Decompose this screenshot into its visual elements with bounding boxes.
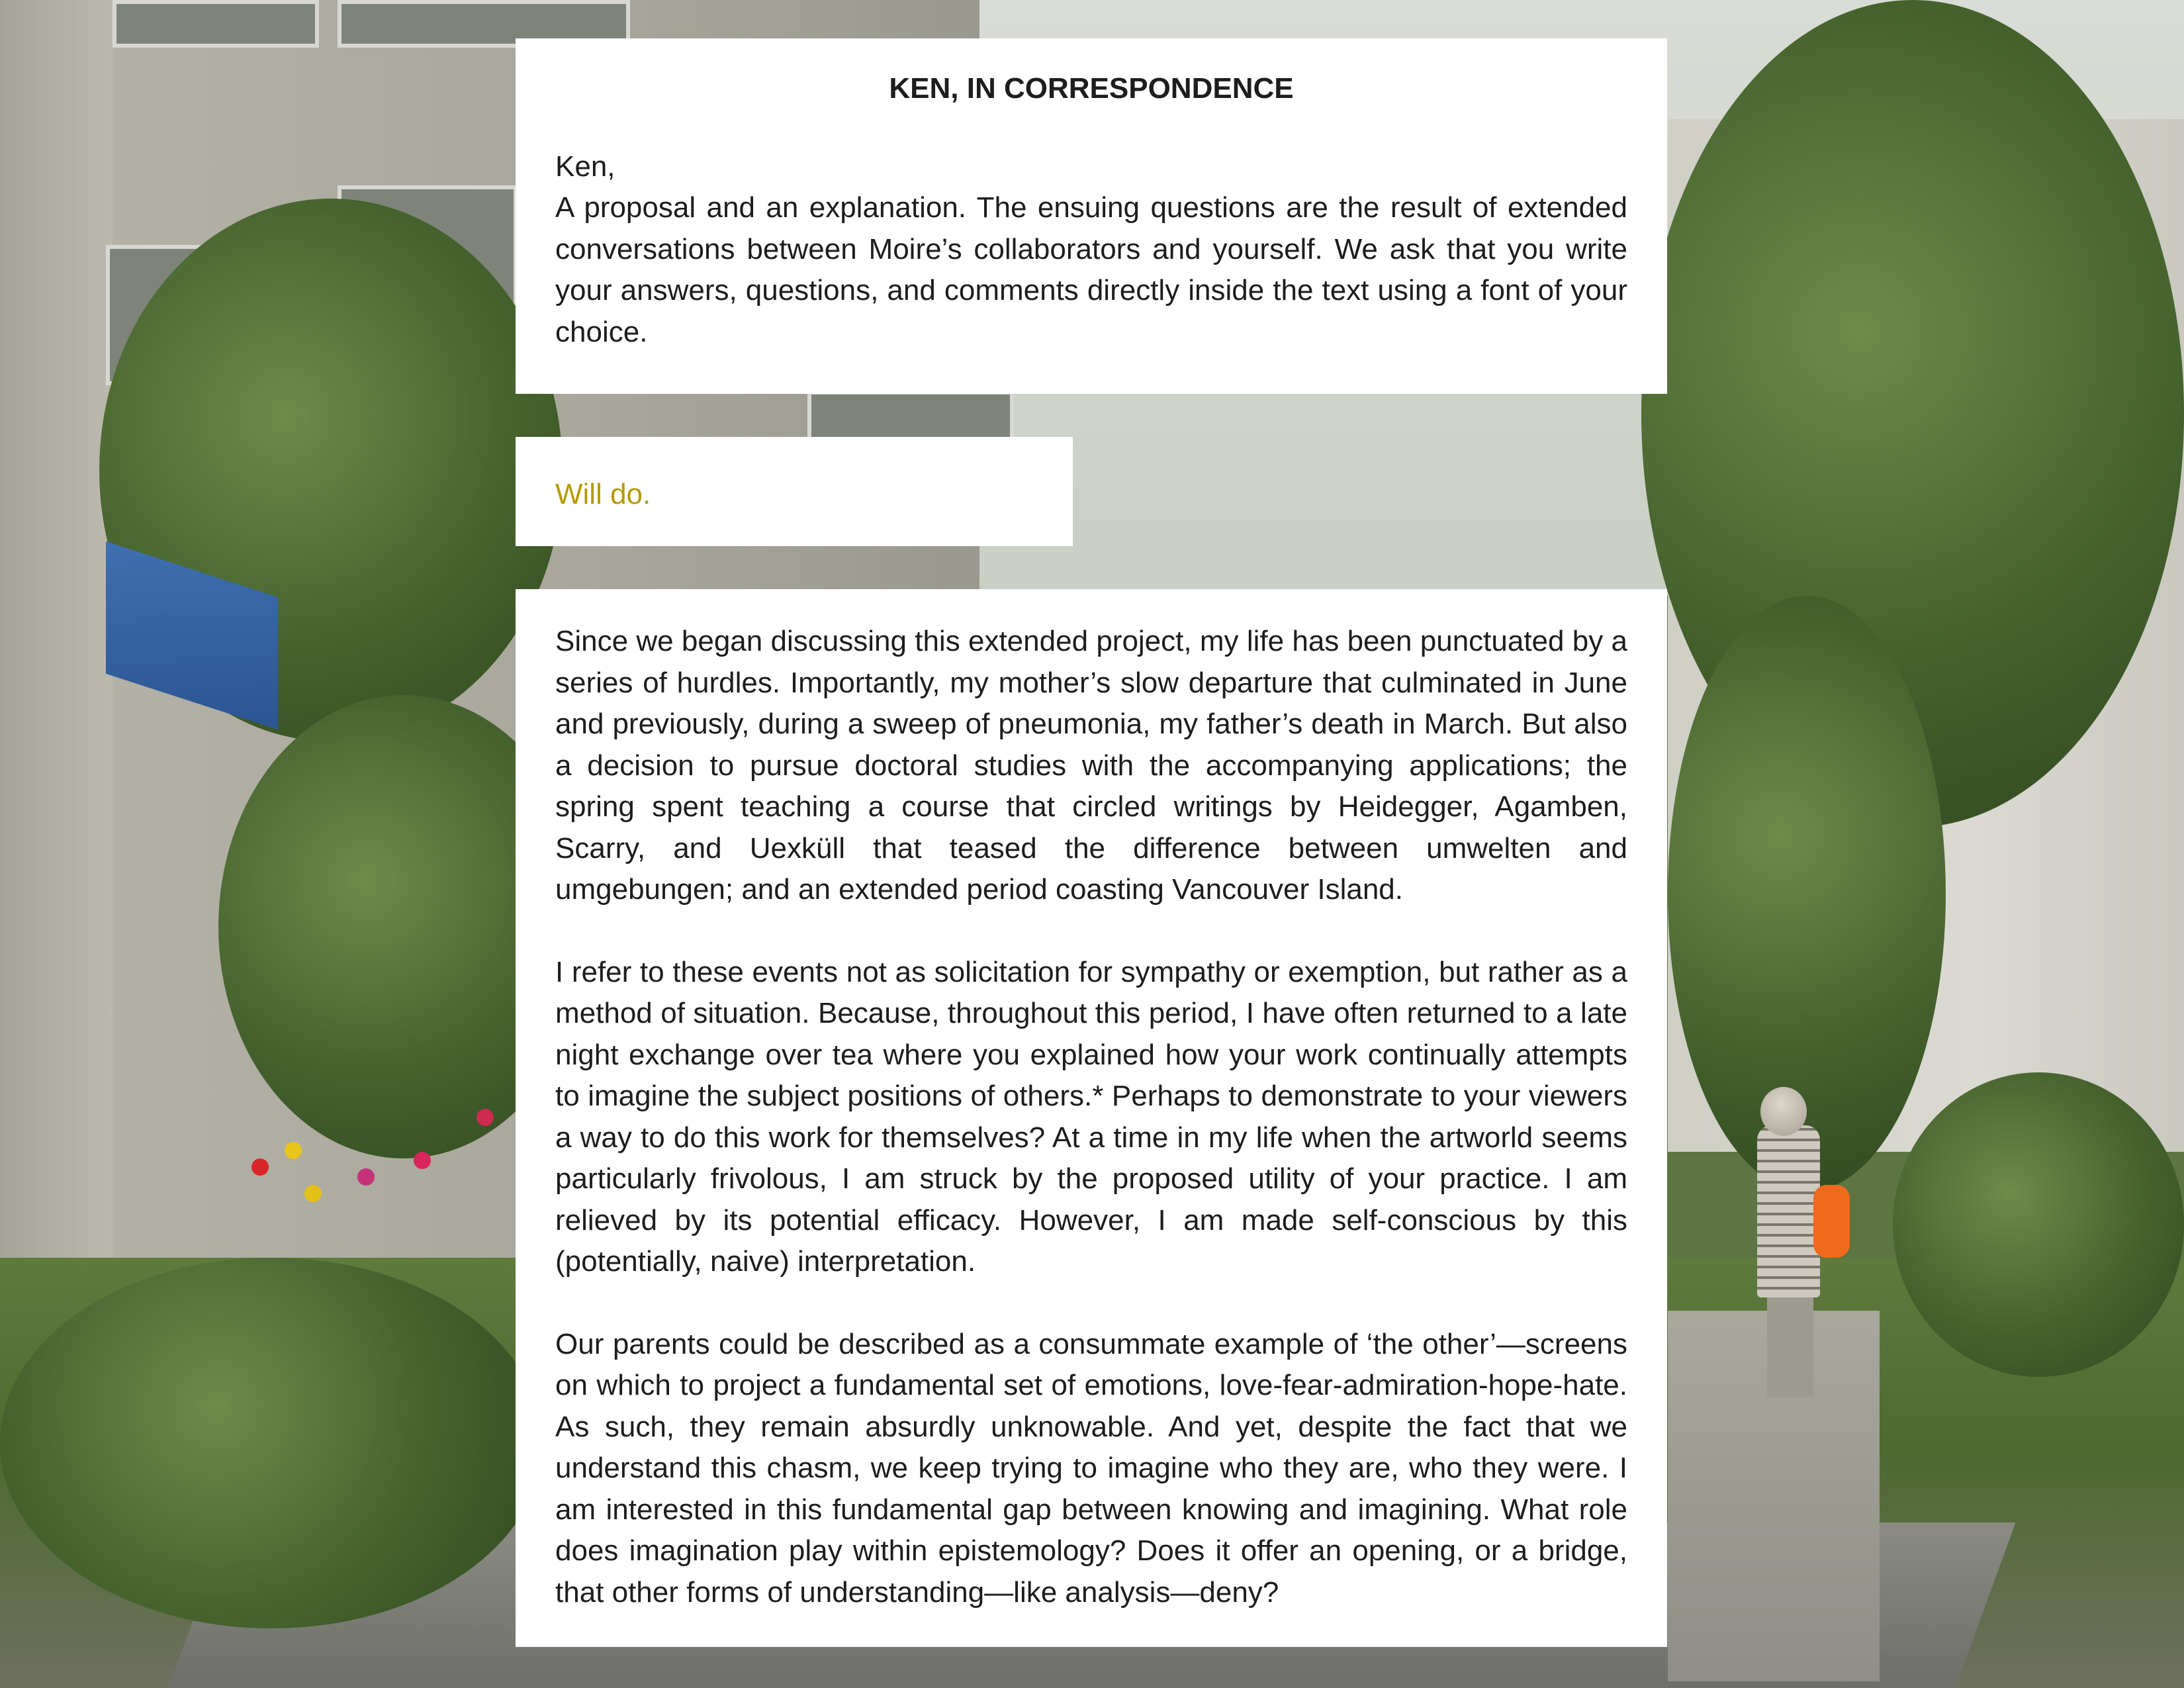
intro-panel xyxy=(516,38,1667,394)
intro-paragraph: A proposal and an explanation. The ensuing questions are the result of extended conversations between Moire’s collaborators and yourself. We ask that you write your answers, questions, and comments directly inside the text using a font of your choice. xyxy=(555,191,1627,348)
reply-panel xyxy=(516,437,1073,546)
flower xyxy=(304,1185,322,1202)
shrub xyxy=(0,1258,543,1628)
person-head xyxy=(1760,1087,1807,1136)
person-body xyxy=(1757,1125,1820,1297)
flower xyxy=(251,1158,269,1176)
reply-text: Will do. xyxy=(555,478,651,510)
flower xyxy=(477,1109,494,1126)
salutation: Ken, xyxy=(555,150,615,183)
page-title: KEN, IN CORRESPONDENCE xyxy=(889,72,1294,105)
body-paragraph-2: I refer to these events not as solicitation for sympathy or exemption, but rather as a method of situation. Because, throughout this period, I have often returned to a late night exchange over tea where you explained how your work continually attempts to imagine the subject positions of others.* Perhaps to demonstrate to your viewers a way to do this work for themselves? At a time in my life when the artworld seems particularly frivolous, I am struck by the proposed utility of your practice. I am relieved by its potential efficacy. However, I am made self-conscious by this (potentially, naive) interpretation. xyxy=(555,955,1627,1278)
tree xyxy=(1668,596,1946,1192)
shrub xyxy=(1893,1072,2184,1377)
orange-bag xyxy=(1813,1185,1850,1258)
flower xyxy=(414,1152,431,1169)
person-legs xyxy=(1767,1291,1813,1397)
wall-far-left xyxy=(0,0,113,1390)
building-window xyxy=(113,0,319,48)
body-paragraph-1: Since we began discussing this extended project, my life has been punctuated by a series of hurdles. Importantly, my mother’s slow departure that culminated in June and previously, during a sweep of pneumonia, my father’s death in March. But also a decision to pursue doctoral studies with the accompanying applications; the spring spent teaching a course that circled writings by Heidegger, Agamben, Scarry, and Uexküll that teased the difference between umwelten and umgebungen; and an extended period coasting Vancouver Island. xyxy=(555,625,1627,906)
body-paragraph-3: Our parents could be described as a consummate example of ‘the other’—screens on which to project a fundamental set of emotions, love-fear-admiration-hope-hate. As such, they remain absurdly unknowable. And yet, despite the fact that we understand this chasm, we keep trying to imagine who they are, who they were. I am interested in this fundamental gap between knowing and imagining. What role does imagination play within epistemology? Does it offer an opening, or a bridge, that other forms of understanding—like analysis—deny? xyxy=(555,1327,1627,1609)
body-panel xyxy=(516,589,1667,1647)
flower xyxy=(357,1168,375,1186)
flower xyxy=(285,1142,302,1159)
